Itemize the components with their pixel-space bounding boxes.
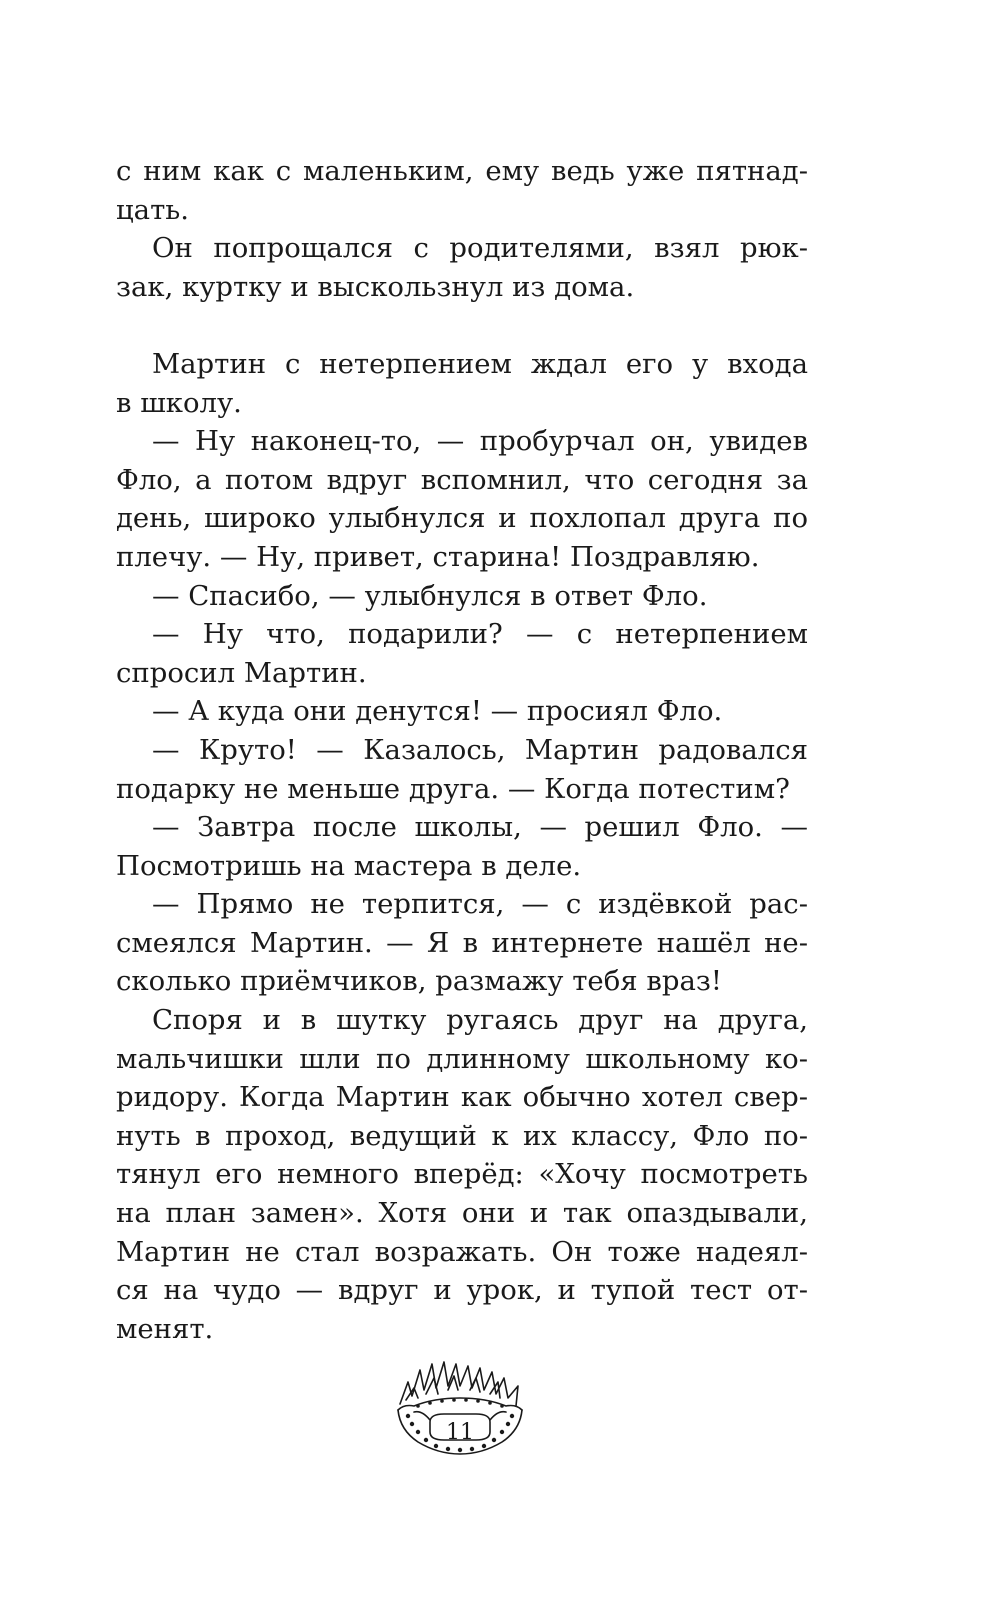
text-line: менят. [116,1312,214,1345]
page-number: 11 [446,1420,474,1445]
text-line: мальчишки шли по длинному школьному ко- [116,1042,808,1075]
paragraph [116,731,808,808]
text-line: цать. [116,193,190,226]
text-line: спросил Мартин. [116,656,367,689]
paragraph [116,808,808,885]
text-line: тянул его немного вперёд: «Хочу посмотреть [116,1158,808,1191]
text-line: Посмотришь на мастера в деле. [116,849,582,882]
paragraph [116,577,808,616]
text-line: зак, куртку и выскользнул из дома. [116,270,635,303]
paragraph [116,885,808,1001]
paragraph [116,422,808,576]
paragraph [116,692,808,731]
text-line: — А куда они денутся! — просиял Фло. [152,695,723,728]
paragraph [116,615,808,692]
paragraph [116,152,808,229]
body-text [116,152,808,1348]
text-line: сколько приёмчиков, размажу тебя враз! [116,965,722,998]
section-break [116,306,808,345]
text-line: Мартин с нетерпением ждал его у входа [152,347,808,380]
text-line: ся на чудо — вдруг и урок, и тупой тест от- [116,1274,808,1307]
text-line: — Прямо не терпится, — с издёвкой рас- [152,888,808,921]
paragraph [116,229,808,306]
text-line: смеялся Мартин. — Я в интернете нашёл не- [116,926,808,959]
text-line: день, широко улыбнулся и похлопал друга по [116,502,808,535]
text-line: Споря и в шутку ругаясь друг на друга, [152,1004,808,1037]
text-line: Мартин не стал возражать. Он тоже надеял- [116,1235,808,1268]
text-line: — Ну наконец-то, — пробурчал он, увидев [152,425,808,458]
text-line: на план замен». Хотя они и так опаздывали, [116,1197,808,1230]
paragraph [116,345,808,422]
text-line: плечу. — Ну, привет, старина! Поздравляю. [116,540,760,573]
text-line: подарку не меньше друга. — Когда потестим? [116,772,790,805]
text-line: с ним как с маленьким, ему ведь уже пятнад- [116,155,808,187]
text-line: Он попрощался с родителями, взял рюк- [152,232,808,265]
text-line: — Ну что, подарили? — с нетерпением [152,618,808,651]
text-line: — Спасибо, — улыбнулся в ответ Фло. [152,579,708,612]
text-line: — Круто! — Казалось, Мартин радовался [152,733,808,766]
text-line: — Завтра после школы, — решил Фло. — [152,811,808,844]
text-line: ридору. Когда Мартин как обычно хотел свер- [116,1081,808,1114]
text-line: в школу. [116,386,242,419]
text-line: Фло, а потом вдруг вспомнил, что сегодня за [116,463,808,496]
paragraph [116,1001,808,1348]
text-line: нуть в проход, ведущий к их классу, Фло по- [116,1119,808,1152]
